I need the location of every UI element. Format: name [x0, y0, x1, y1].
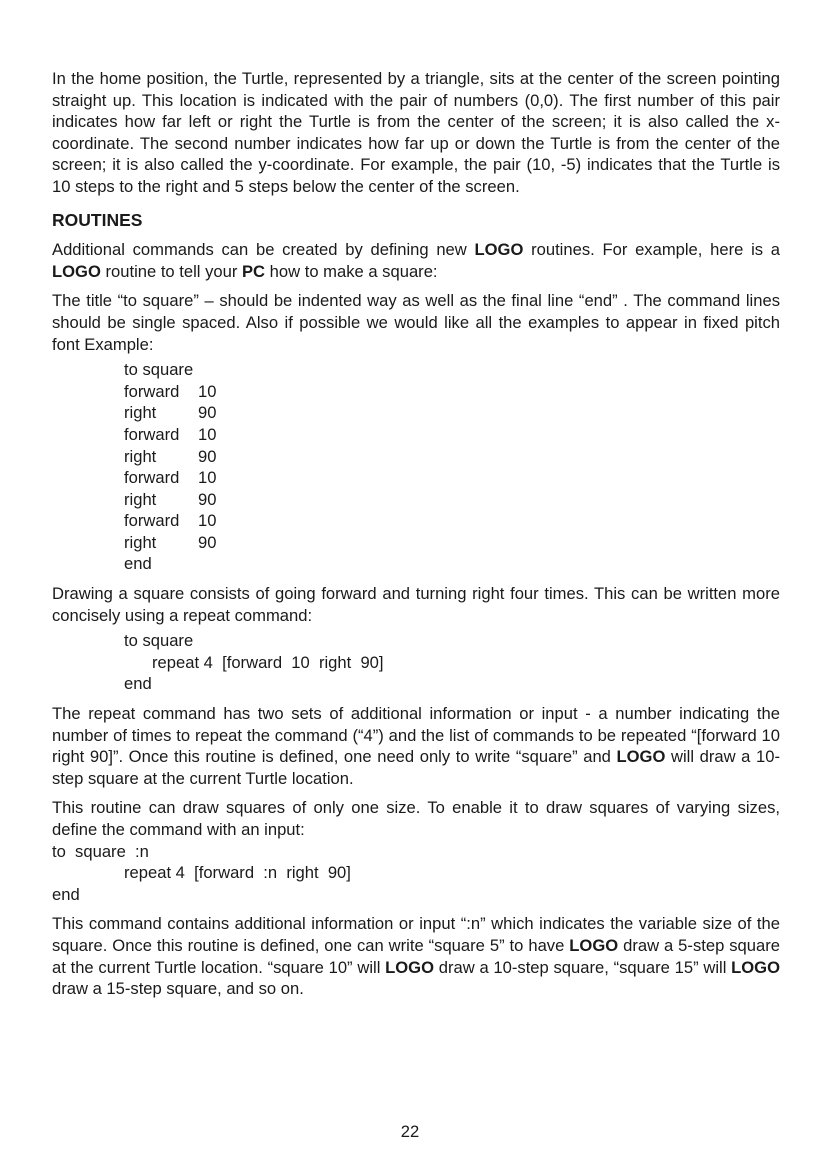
code-arg: 90 — [198, 489, 217, 509]
logo-bold: LOGO — [385, 957, 434, 977]
text-run: routine to tell your — [100, 261, 242, 281]
code-command: forward — [124, 511, 180, 531]
text-run: draw a 10-step square, “square 15” will — [433, 957, 732, 977]
code-arg: 90 — [198, 403, 217, 423]
drawing-paragraph: Drawing a square consists of going forward and turning right four times. This can be written more concisely using a repeat command: — [52, 584, 780, 625]
pc-bold: PC — [241, 261, 266, 281]
page-number: 22 — [400, 1122, 420, 1141]
code-line: repeat 4 [forward :n right 90] — [124, 863, 351, 883]
code-line — [124, 510, 780, 532]
text-run: The repeat command has two sets of additional information or input - a number indicating the number of times to repeat the command (“4”) and the list of commands to be repeated “[forward 10 right 90]”. Once this routine is defined, one need only to write “square” and — [52, 704, 780, 767]
code-command: right — [124, 446, 157, 466]
final-paragraph — [52, 913, 780, 999]
code-line — [124, 467, 780, 489]
text-run: This command contains additional information or input “:n” which indicates the variable size of the square. Once this routine is defined, one can write “square 5” to have — [52, 914, 780, 955]
code-line — [124, 446, 780, 468]
text-run: draw a 15-step square, and so on. — [52, 979, 304, 999]
code-arg: 10 — [198, 381, 217, 401]
code-title: to square — [124, 360, 194, 380]
section-heading-routines: ROUTINES — [52, 209, 143, 230]
code-arg: 10 — [198, 511, 217, 531]
code-line — [124, 424, 780, 446]
logo-bold: LOGO — [52, 261, 101, 281]
code-line: repeat 4 [forward 10 right 90] — [152, 652, 384, 672]
code-line — [124, 381, 780, 403]
code-arg: 90 — [198, 532, 217, 552]
logo-bold: LOGO — [731, 957, 780, 977]
text-run: Additional commands can be created by defining new — [52, 240, 475, 260]
code-arg: 10 — [198, 468, 217, 488]
code-command: right — [124, 532, 157, 552]
code-command: right — [124, 489, 157, 509]
code-command: forward — [124, 381, 180, 401]
title-note-paragraph: The title “to square” – should be indented way as well as the final line “end” . The command lines should be single spaced. Also if possible we would like all the examples to appear in fixed pitch font Example: — [52, 291, 780, 354]
code-example-variable — [52, 841, 780, 906]
repeat-description-paragraph — [52, 703, 780, 789]
code-arg: 10 — [198, 424, 217, 444]
code-line — [124, 402, 780, 424]
text-run: how to make a square: — [265, 261, 438, 281]
document-page — [52, 68, 780, 1008]
code-example-repeat — [124, 630, 780, 695]
code-line — [124, 532, 780, 554]
text-run: draw a 5-step square at the current Turtle location. “square 10” will — [52, 935, 780, 977]
intro-paragraph: In the home position, the Turtle, represented by a triangle, sits at the center of the screen pointing straight up. This location is indicated with the pair of numbers (0,0). The first number of this pair indicates how far left or right the Turtle is from the center of the screen; it is also called the x-coordinate. The second number indicates how far up or down the Turtle is from the center of the screen; it is also called the y-coordinate. For example, the pair (10, -5) indicates that the Turtle is 10 steps to the right and 5 steps below the center of the screen. — [52, 69, 780, 196]
code-end: end — [52, 884, 80, 904]
text-run: will draw a 10-step square at the current Turtle location. — [52, 747, 780, 788]
code-command: forward — [124, 468, 180, 488]
text-run: routines. For example, here is a — [523, 240, 781, 260]
code-title: to square — [124, 631, 194, 651]
code-arg: 90 — [198, 446, 217, 466]
logo-bold: LOGO — [616, 747, 666, 767]
logo-bold: LOGO — [569, 935, 619, 955]
logo-bold: LOGO — [474, 240, 524, 260]
varying-size-paragraph: This routine can draw squares of only one size. To enable it to draw squares of varying sizes, define the command with an input: — [52, 798, 780, 839]
code-line — [124, 489, 780, 511]
code-example-square — [124, 359, 780, 575]
code-end: end — [124, 674, 152, 694]
routines-paragraph — [52, 239, 780, 282]
code-command: forward — [124, 424, 180, 444]
code-title: to square :n — [52, 841, 149, 861]
code-command: right — [124, 403, 157, 423]
code-end: end — [124, 554, 152, 574]
